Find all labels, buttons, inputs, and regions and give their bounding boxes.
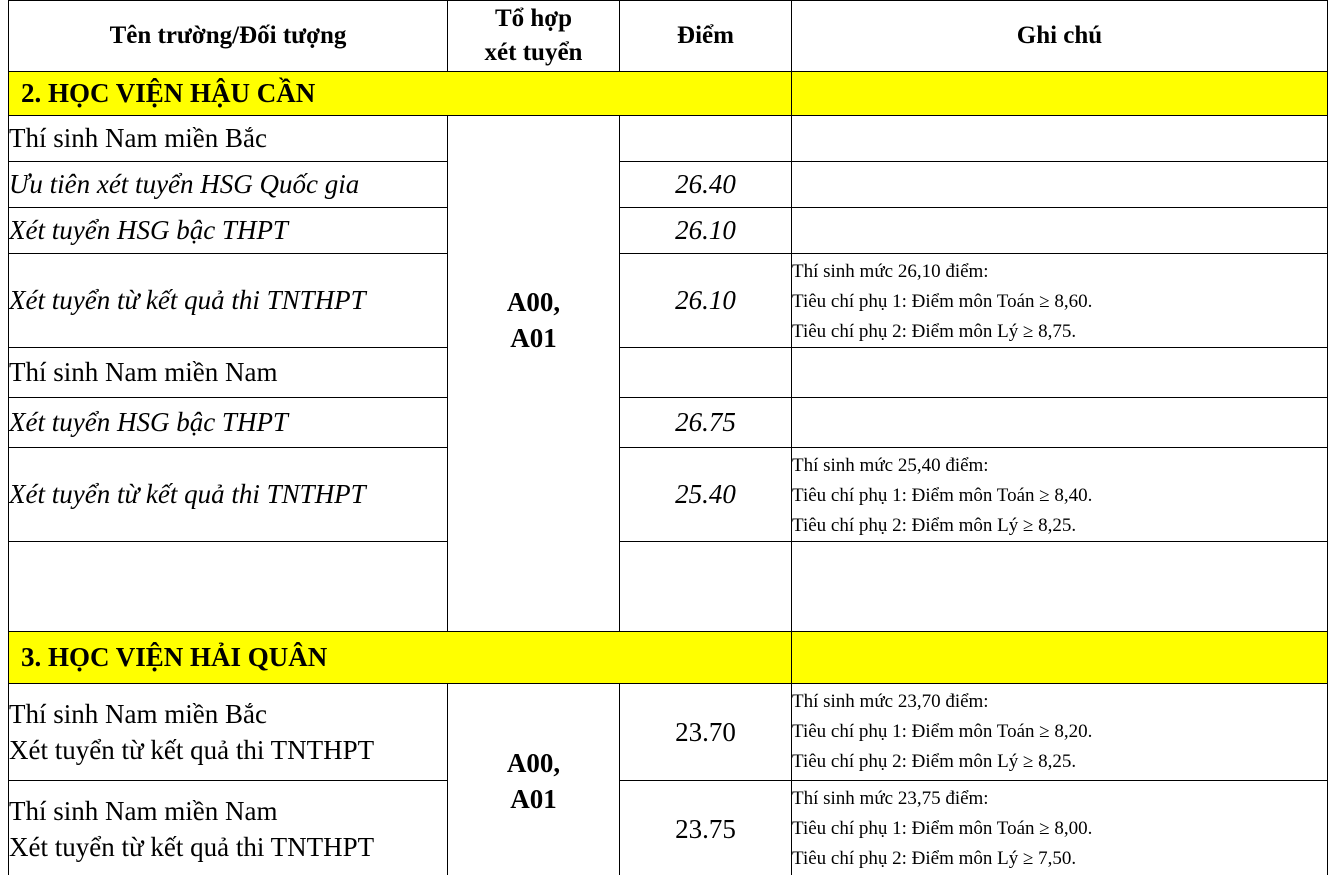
row-name[interactable]: Xét tuyển HSG bậc THPT [9, 398, 448, 448]
table-row [9, 448, 1328, 542]
row-score[interactable] [620, 348, 792, 398]
note-line: Tiêu chí phụ 2: Điểm môn Lý ≥ 8,25. [792, 751, 1077, 772]
row-name[interactable]: Thí sinh Nam miền Bắc [9, 116, 448, 162]
header-combo-line1: Tổ hợp [494, 5, 573, 32]
header-note[interactable]: Ghi chú [792, 1, 1328, 72]
row-score[interactable]: 23.75 [620, 781, 792, 875]
row-name[interactable]: Ưu tiên xét tuyển HSG Quốc gia [9, 162, 448, 208]
header-name[interactable]: Tên trường/Đối tượng [9, 1, 448, 72]
section-note-cell[interactable] [792, 632, 1328, 684]
row-note[interactable] [792, 208, 1328, 254]
name-line: Xét tuyển từ kết quả thi TNTHPT [9, 735, 375, 765]
table-row [9, 208, 1328, 254]
row-note[interactable] [792, 448, 1328, 542]
row-name[interactable]: Thí sinh Nam miền Nam [9, 348, 448, 398]
note-line: Tiêu chí phụ 1: Điểm môn Toán ≥ 8,00. [792, 818, 1093, 839]
note-line: Thí sinh mức 23,70 điểm: [792, 691, 989, 712]
row-score[interactable]: 26.75 [620, 398, 792, 448]
row-score[interactable]: 26.10 [620, 254, 792, 348]
combo-line2: A01 [510, 783, 557, 814]
header-combo[interactable] [448, 1, 620, 72]
note-line: Tiêu chí phụ 1: Điểm môn Toán ≥ 8,60. [792, 291, 1093, 312]
row-note[interactable] [792, 348, 1328, 398]
header-row [9, 1, 1328, 72]
table-row [9, 684, 1328, 781]
note-line: Tiêu chí phụ 2: Điểm môn Lý ≥ 8,25. [792, 515, 1077, 536]
row-score[interactable]: 26.10 [620, 208, 792, 254]
header-score[interactable]: Điểm [620, 1, 792, 72]
row-score[interactable] [620, 116, 792, 162]
combo-line2: A01 [510, 322, 557, 353]
combo-cell[interactable] [448, 116, 620, 632]
empty-cell[interactable] [9, 542, 448, 632]
combo-line1: A00, [506, 286, 561, 317]
note-line: Tiêu chí phụ 2: Điểm môn Lý ≥ 8,75. [792, 321, 1077, 342]
admission-score-table [8, 0, 1328, 875]
row-score[interactable]: 26.40 [620, 162, 792, 208]
section-title[interactable]: 3. HỌC VIỆN HẢI QUÂN [9, 632, 792, 684]
note-line: Tiêu chí phụ 2: Điểm môn Lý ≥ 7,50. [792, 848, 1077, 869]
row-name[interactable]: Xét tuyển HSG bậc THPT [9, 208, 448, 254]
note-line: Thí sinh mức 26,10 điểm: [792, 261, 989, 282]
row-note[interactable] [792, 398, 1328, 448]
row-score[interactable]: 23.70 [620, 684, 792, 781]
section-title[interactable]: 2. HỌC VIỆN HẬU CẦN [9, 72, 792, 116]
row-name[interactable]: Xét tuyển từ kết quả thi TNTHPT [9, 254, 448, 348]
row-name[interactable] [9, 781, 448, 875]
header-combo-line2: xét tuyển [484, 39, 583, 66]
empty-cell[interactable] [620, 542, 792, 632]
row-note[interactable] [792, 254, 1328, 348]
combo-line1: A00, [506, 747, 561, 778]
row-note[interactable] [792, 162, 1328, 208]
note-line: Thí sinh mức 23,75 điểm: [792, 788, 989, 809]
row-name[interactable]: Xét tuyển từ kết quả thi TNTHPT [9, 448, 448, 542]
table-row [9, 162, 1328, 208]
section-note-cell[interactable] [792, 72, 1328, 116]
section-row [9, 632, 1328, 684]
table-row [9, 116, 1328, 162]
note-line: Tiêu chí phụ 1: Điểm môn Toán ≥ 8,40. [792, 485, 1093, 506]
note-line: Tiêu chí phụ 1: Điểm môn Toán ≥ 8,20. [792, 721, 1093, 742]
combo-cell[interactable] [448, 684, 620, 875]
table-row [9, 348, 1328, 398]
row-name[interactable] [9, 684, 448, 781]
name-line: Thí sinh Nam miền Bắc [9, 699, 267, 729]
table-row [9, 398, 1328, 448]
empty-cell[interactable] [792, 542, 1328, 632]
name-line: Thí sinh Nam miền Nam [9, 796, 278, 826]
row-note[interactable] [792, 116, 1328, 162]
section-row [9, 72, 1328, 116]
name-line: Xét tuyển từ kết quả thi TNTHPT [9, 832, 375, 862]
table-row [9, 781, 1328, 875]
row-score[interactable]: 25.40 [620, 448, 792, 542]
empty-row [9, 542, 1328, 632]
table-row [9, 254, 1328, 348]
note-line: Thí sinh mức 25,40 điểm: [792, 455, 989, 476]
row-note[interactable] [792, 684, 1328, 781]
row-note[interactable] [792, 781, 1328, 875]
